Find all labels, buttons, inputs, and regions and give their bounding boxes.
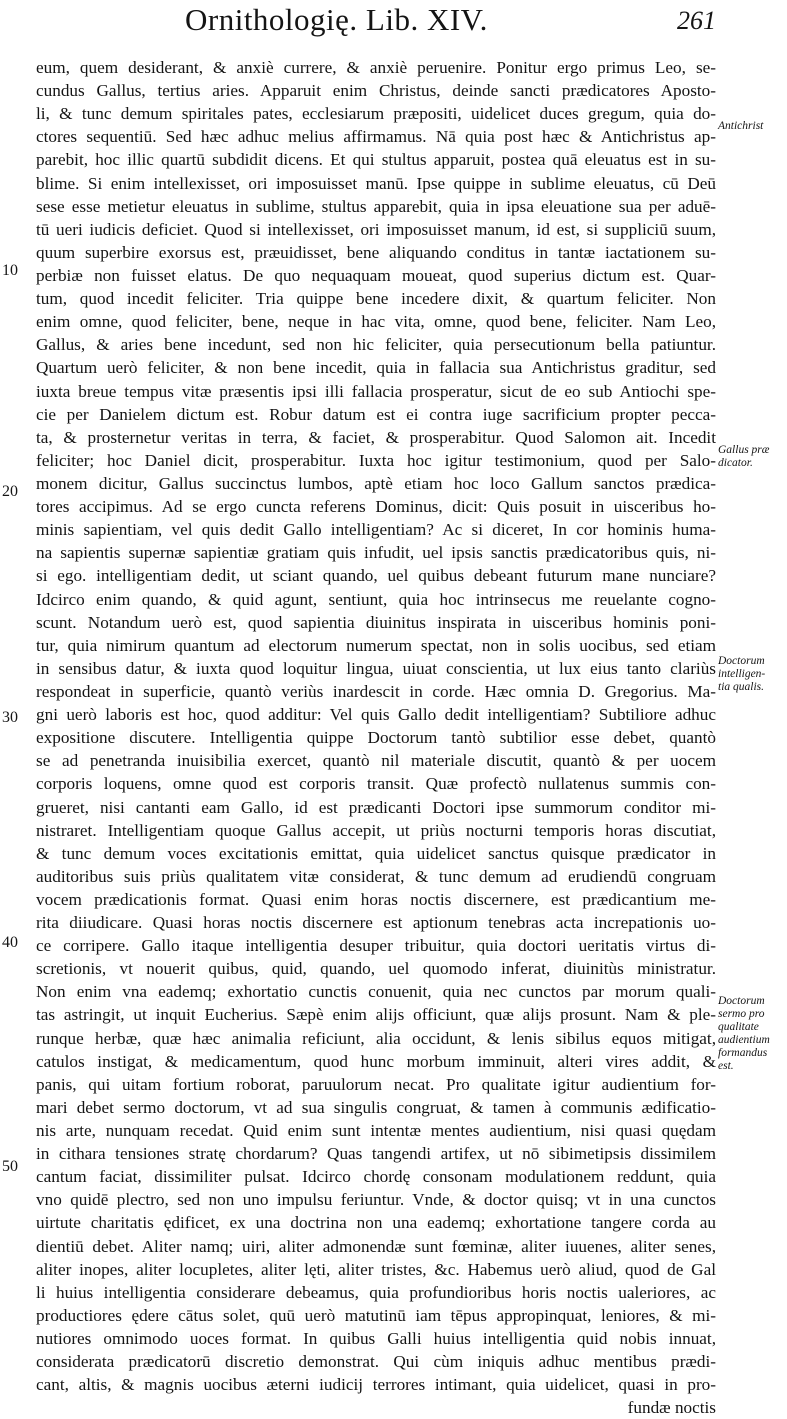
text-line: respondeat in superficie, quantò veriùs inardescit in corde. Hæc omnia D. Gregorius. Ma-	[36, 681, 716, 701]
text-line: nistraret. Intelligentiam quoque Gallus accepit, ut priùs nocturni temporis horas discutiat,	[36, 820, 716, 840]
margin-note-line: sermo pro	[718, 1008, 765, 1020]
text-line: vno quidē plectro, sed non uno impulsu feriuntur. Vnde, & doctor quisq; vt in una cunctos	[36, 1190, 716, 1210]
text-line: runque herbæ, quæ hæc animalia reficiunt, alia occidunt, & lenis sibilus equos mitigat,	[36, 1028, 716, 1048]
text-line: nis arte, nunquam recedat. Quid enim sunt intentæ mentes audientium, nisi quasi quędam	[36, 1121, 716, 1141]
text-line: cantum faciat, dissimiliter pulsat. Idcirco chordę consonam modulationem reddunt, quia	[36, 1167, 716, 1187]
text-line: monem dicitur, Gallus succinctus lumbos, aptè etiam hoc loco Gallum sanctos prædica-	[36, 473, 716, 493]
text-line: perbiæ non fuisset elatus. De quo nequaquam moueat, quod superius dictum est. Quar-	[36, 265, 716, 285]
page-number: 261	[677, 6, 716, 35]
margin-note-line: Antichrist	[718, 120, 764, 132]
line-number: 40	[2, 934, 18, 951]
text-line: tores accipimus. Ad se ergo cuncta referens Dominus, dicit: Quis posuit in uisceribus ho-	[36, 497, 716, 517]
text-line: ctores sequentiū. Sed hæc adhuc melius affirmamus. Nā quia post hæc & Antichristus ap-	[36, 127, 716, 147]
margin-note-line: formandus	[718, 1047, 768, 1059]
text-line: grueret, nisi cantanti eam Gallo, id est prædicanti Doctori ipse summorum conditor mi-	[36, 797, 716, 817]
line-number: 10	[2, 262, 18, 279]
text-line: expositione discutere. Intelligentia quippe Doctorum tantò subtilior esse debet, quantò	[36, 728, 716, 748]
margin-note-line: Gallus præ	[718, 444, 770, 456]
text-line: in sensibus datur, & iuxta quod loquitur lingua, uiuat conscientia, ut lux eius tanto clariùs	[36, 658, 716, 678]
text-line: ta, & prosternetur veritas in terra, & faciet, & prosperabitur. Quod Salomon ait. Incedit	[36, 427, 716, 447]
text-line: aliter inopes, aliter locupletes, aliter lęti, aliter tristes, &c. Habemus uerò aliud, quod de Gal	[36, 1259, 716, 1279]
text-line: enim omne, quod feliciter, bene, neque in hac vita, omne, quod bene, feliciter. Nam Leo,	[36, 312, 716, 332]
text-line: tū ueri iudicis deficiet. Quod si intellexisset, ori imposuisset manum, id est, si suppliciū suum,	[36, 219, 716, 239]
text-line: cie per Danielem dictum est. Robur datum est ei contra iuge sacrificium propter pecca-	[36, 404, 716, 424]
text-line: uirtute charitatis ędificet, ex una doctrina non una eademq; exhortatione tangere corda au	[36, 1213, 716, 1233]
text-line: Gallus, & aries bene incedunt, sed non hic feliciter, quia persecutionum bella patiuntur.	[36, 335, 716, 355]
text-line: gni uerò laboris est hoc, quod additur: Vel quis Gallo dedit intelligentiam? Subtiliore adhuc	[36, 705, 716, 725]
text-line: catulos instigat, & medicamentum, quod hunc morbum imminuit, alteri vires addit, &	[36, 1051, 716, 1071]
text-line: considerata prædicatorū discretio demonstrat. Qui cùm iniquis adhuc mentibus prædi-	[36, 1352, 716, 1372]
text-line: ce corripere. Gallo itaque intelligentia desuper tribuitur, quia doctori ueritatis virtus di-	[36, 936, 716, 956]
margin-note-line: est.	[718, 1060, 734, 1072]
text-line: mari debet sermo doctorum, vt ad sua singulis congruat, & tamen à communis ædificatio-	[36, 1097, 716, 1117]
text-line: Non enim vna eademq; exhortatio cunctis conuenit, quia nec cunctos par morum quali-	[36, 982, 716, 1002]
margin-note-line: dicator.	[718, 457, 753, 469]
text-line: tur, quia nimirum quantum ad electorum numerum spectat, non in solis uocibus, sed etiam	[36, 635, 716, 655]
text-line: scretionis, vt nouerit quibus, quid, quando, uel quomodo inferat, diuinitùs ministratur.	[36, 959, 716, 979]
margin-note-line: intelligen-	[718, 668, 766, 680]
margin-note-doctorum-sermo	[718, 995, 787, 1073]
margin-note-line: audientium	[718, 1034, 770, 1046]
text-line: quum superbire exorsus est, præuidisset, bene aliquando conditus in tantæ iactationem su-	[36, 242, 716, 262]
margin-note-line: qualitate	[718, 1021, 759, 1033]
text-line: in cithara tensiones stratę chordarum? Quas tangendi artifex, ut nō sibimetipsis dissimilem	[36, 1144, 716, 1164]
running-header	[0, 2, 787, 42]
text-line: na sapientis supernæ sapientiæ gratiam quis infudit, uel ipsis sanctis prædicatoribus quis, ni-	[36, 543, 716, 563]
margin-note-gallus	[718, 444, 787, 470]
text-line: sese esse metietur eleuatus in sublime, stultus apparebit, quia in ipsa eleuatione sua per aduē-	[36, 196, 716, 216]
text-line: corporis loquens, omne quod est corporis transit. Quæ profectò nullatenus summis con-	[36, 774, 716, 794]
text-line: auditoribus suis priùs qualitatem vitæ considerat, & tunc demum ad erudiendū congruam	[36, 866, 716, 886]
text-line: vocem prædicationis format. Quasi enim horas noctis discernere, est prædicantium me-	[36, 889, 716, 909]
text-line: si ego. intelligentiam dedit, ut sciant quando, uel quibus debeant futurum mane nunciare?	[36, 566, 716, 586]
text-line: cundus Gallus, tertius aries. Apparuit enim Christus, deinde sancti prædicatores Aposto-	[36, 81, 716, 101]
running-title: Ornithologię. Lib. XIV.	[185, 2, 488, 37]
text-line: dientiū debet. Aliter namq; uiri, aliter admonendæ sunt fœminæ, aliter iuuenes, aliter senes,	[36, 1236, 716, 1256]
margin-note-doctorum-intelligentia	[718, 655, 787, 694]
margin-note-antichrist	[718, 120, 787, 133]
line-number: 50	[2, 1158, 18, 1175]
margin-note-line: Doctorum	[718, 655, 765, 667]
text-line: eum, quem desiderant, & anxiè currere, & anxiè peruenire. Ponitur ergo primus Leo, se-	[36, 58, 716, 77]
text-line: productiores ędere cātus solet, quū uerò matutinū iam tēpus appropinquat, leniores, & mi-	[36, 1305, 716, 1325]
text-line: scunt. Notandum uerò est, quod sapientia diuinitus inspirata in uisceribus hominis poni-	[36, 612, 716, 632]
text-line: tum, quod incedit feliciter. Tria quippe bene incedere dixit, & quartum feliciter. Non	[36, 289, 716, 309]
text-line: blime. Si enim intellexisset, ori imposuisset manū. Ipse quippe in sublime eleuatus, cū Deū	[36, 173, 716, 193]
text-line: li, & tunc demum spiritales pates, ecclesiarum præpositi, uidelicet duces gregum, quia do-	[36, 104, 716, 124]
line-number: 20	[2, 483, 18, 500]
main-text-column	[36, 56, 716, 1419]
text-line: & tunc demum voces excitationis emittat, quia uidelicet sanctus quisque prædicator in	[36, 843, 716, 863]
text-line: fundæ noctis	[627, 1398, 716, 1418]
text-line: se ad penetranda inuisibilia exercet, quantò nil materiale discutit, quantò & per uocem	[36, 751, 716, 771]
text-line: tas astringit, ut inquit Eucherius. Sæpè enim alijs officiunt, quæ alijs prosunt. Nam & ple-	[36, 1005, 716, 1025]
text-line: panis, qui uitam fortium roborat, paruulorum necat. Pro qualitate igitur audientium for-	[36, 1074, 716, 1094]
text-line: cant, altis, & magnis uocibus æterni iudicij terrores intimant, quia uidelicet, quasi in pro-	[36, 1375, 716, 1395]
text-line: nutiores omnimodo uoces format. In quibus Galli huius intelligentia quid nobis innuat,	[36, 1329, 716, 1349]
line-number: 30	[2, 709, 18, 726]
text-line: minis sapientiam, vel quis dedit Gallo intelligentiam? Ac si diceret, In cor hominis huma-	[36, 520, 716, 540]
margin-note-line: tia qualis.	[718, 681, 765, 693]
margin-note-line: Doctorum	[718, 995, 765, 1007]
text-line: li huius intelligentia considerare debeamus, quia profundioribus horis noctis ualeriores, ac	[36, 1282, 716, 1302]
text-line: iuxta breue tempus vitæ præsentis ipsi illi fallacia prosperatur, sicut de eo sub Antiochi spe-	[36, 381, 716, 401]
text-line: parebit, hoc illic quartū subdidit dicens. Et qui stultus apparuit, postea quā eleuatus est in su-	[36, 150, 716, 170]
text-line: rita diiudicare. Quasi horas noctis discernere est aptionum tenebras acta increpationis uo-	[36, 913, 716, 933]
text-line: Idcirco enim quando, & quid agunt, sentiunt, quia hoc intrinsecus me reuelante cogno-	[36, 589, 716, 609]
text-line: Quartum uerò feliciter, & non bene incedit, quia in fallacia sua Antichristus graditur, sed	[36, 358, 716, 378]
text-line: feliciter; hoc Daniel dicit, prosperabitur. Iuxta hoc igitur testimonium, quod per Salo-	[36, 450, 716, 470]
